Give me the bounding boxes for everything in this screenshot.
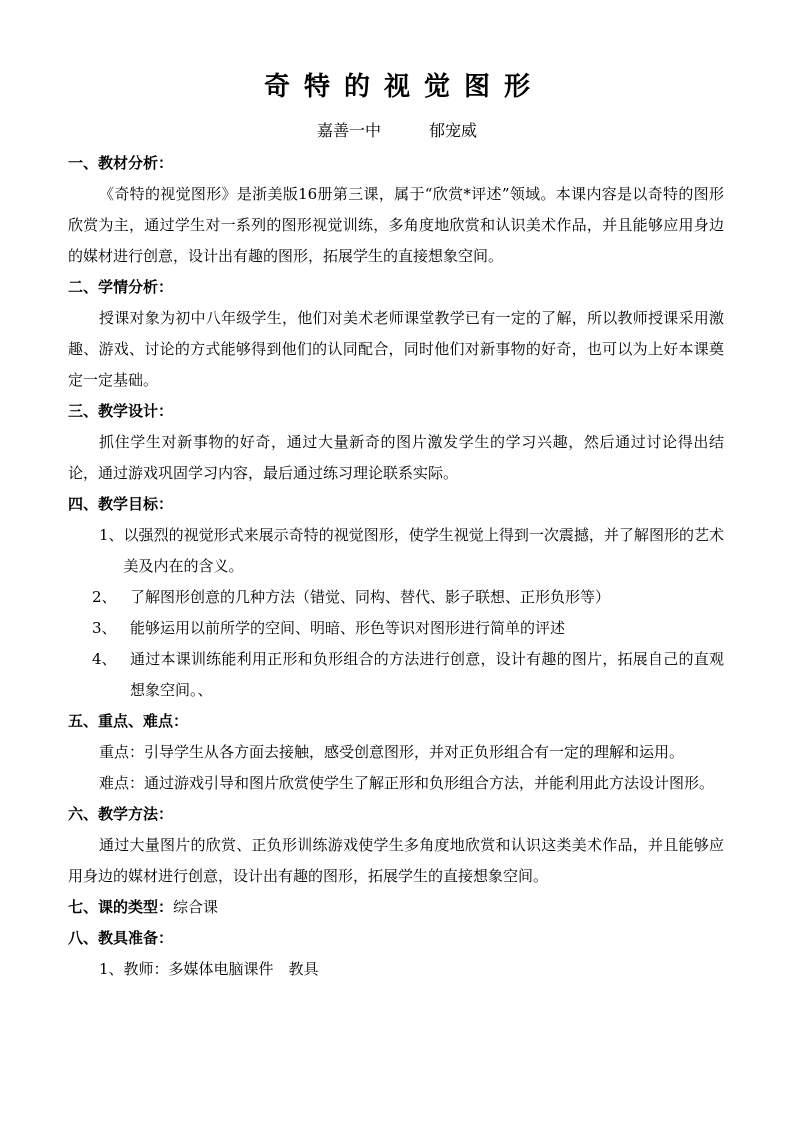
objective-number: 1、 bbox=[99, 526, 124, 544]
author-school: 嘉善一中 bbox=[316, 121, 381, 140]
teaching-aids-item: 1、教师：多媒体电脑课件 教具 bbox=[99, 960, 319, 978]
objective-number: 2、 bbox=[92, 588, 117, 606]
document-body bbox=[68, 148, 724, 985]
author-name: 郁宠威 bbox=[429, 121, 478, 140]
objective-text: 以强烈的视觉形式来展示奇特的视觉图形，使学生视觉上得到一次震撼，并了解图形的艺术美及内在的含义。 bbox=[123, 526, 724, 575]
section-heading-7: 七、课的类型： bbox=[68, 898, 174, 916]
objective-item bbox=[68, 520, 724, 582]
objective-text: 能够运用以前所学的空间、明暗、形色等识对图形进行简单的评述 bbox=[130, 619, 566, 637]
section-text-1: 《奇特的视觉图形》是浙美版16册第三课，属于“欣赏*评述”领域。本课内容是以奇特的图形欣赏为主，通过学生对一系列的图形视觉训练，多角度地欣赏和认识美术作品，并且能够应用身边的媒材进行创意，设计出有趣的图形，拓展学生的直接想象空间。 bbox=[68, 185, 724, 265]
section-heading-5: 五、重点、难点： bbox=[68, 712, 189, 730]
objective-item bbox=[68, 644, 724, 706]
section-heading-6: 六、教学方法： bbox=[68, 805, 174, 823]
document-title: 奇特的视觉图形 bbox=[263, 72, 544, 102]
section-heading-4: 四、教学目标： bbox=[68, 495, 174, 513]
author-line bbox=[0, 118, 794, 141]
objective-item bbox=[68, 582, 724, 613]
objective-number: 3、 bbox=[92, 619, 117, 637]
key-point-text: 重点：引导学生从各方面去接触，感受创意图形，并对正负形组合有一定的理解和运用。 bbox=[99, 743, 685, 761]
objective-text: 通过本课训练能利用正形和负形组合的方法进行创意，设计有趣的图片，拓展自己的直观想象空间。、 bbox=[130, 650, 724, 699]
lesson-type-line bbox=[68, 892, 724, 923]
section-heading-1: 一、教材分析： bbox=[68, 154, 174, 172]
section-heading-2: 二、学情分析： bbox=[68, 278, 174, 296]
lesson-type-value: 综合课 bbox=[173, 898, 219, 916]
objective-item bbox=[68, 613, 724, 644]
section-heading-8: 八、教具准备： bbox=[68, 929, 174, 947]
section-text-3: 抓住学生对新事物的好奇，通过大量新奇的图片激发学生的学习兴趣，然后通过讨论得出结论，通过游戏巩固学习内容，最后通过练习理论联系实际。 bbox=[68, 433, 724, 482]
section-text-6: 通过大量图片的欣赏、正负形训练游戏使学生多角度地欣赏和认识这类美术作品，并且能够应用身边的媒材进行创意，设计出有趣的图形，拓展学生的直接想象空间。 bbox=[68, 836, 724, 885]
objective-text: 了解图形创意的几种方法（错觉、同构、替代、影子联想、正形负形等） bbox=[130, 588, 611, 606]
objective-number: 4、 bbox=[92, 650, 117, 668]
section-text-2: 授课对象为初中八年级学生，他们对美术老师课堂教学已有一定的了解，所以教师授课采用激趣、游戏、讨论的方式能够得到他们的认同配合，同时他们对新事物的好奇，也可以为上好本课奠定一定基础。 bbox=[68, 309, 724, 389]
difficult-point-text: 难点：通过游戏引导和图片欣赏使学生了解正形和负形组合方法，并能利用此方法设计图形。 bbox=[99, 774, 715, 792]
section-heading-3: 三、教学设计： bbox=[68, 402, 174, 420]
